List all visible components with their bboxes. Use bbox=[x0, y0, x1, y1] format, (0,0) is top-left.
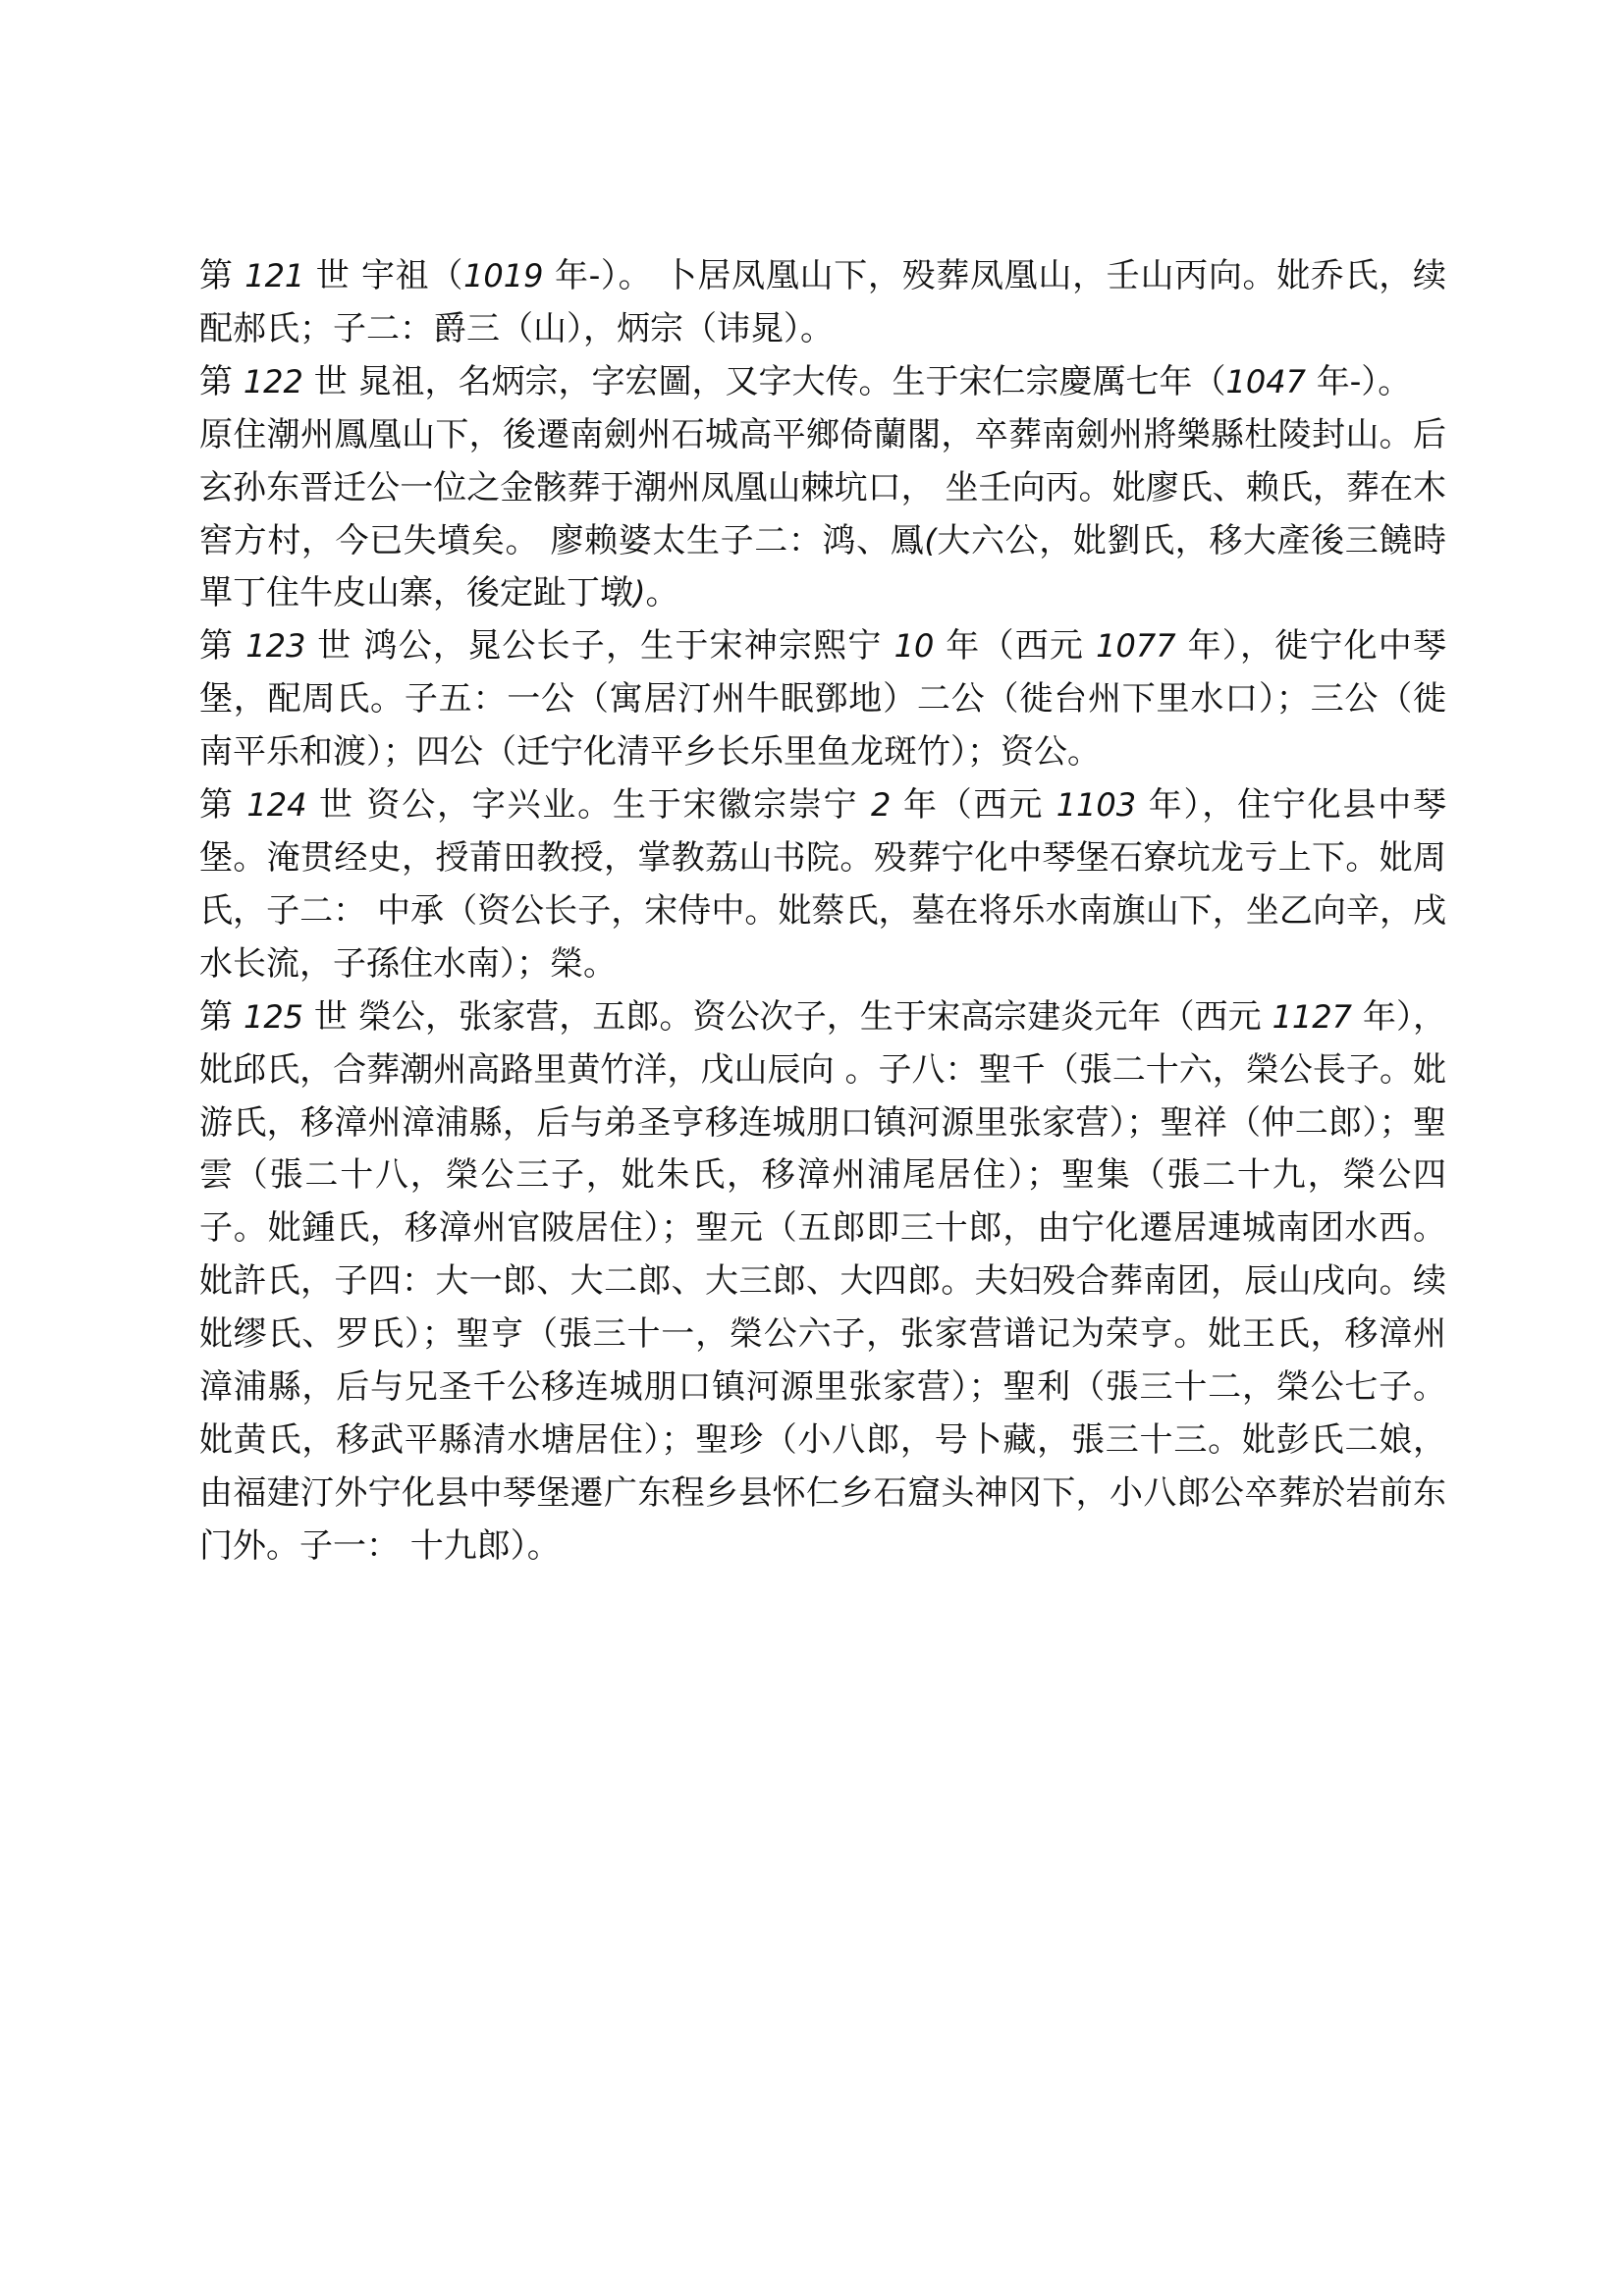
numeral-run: 1077 bbox=[1096, 627, 1176, 666]
numeral-run: 121 bbox=[244, 257, 305, 294]
text-run: 年），妣邱氏，合葬潮州高路里黄竹洋，戊山辰向 。子八：聖千（張二十六，榮公長子。妣游氏，移漳州漳浦縣，后与弟圣亨移连城朋口镇河源里张家营）；聖祥（仲二郎）；聖雲（張二十八，榮公三子，妣朱氏，移漳州浦尾居住）；聖集（張二十九，榮公四子。妣鍾氏，移漳州官陂居住）；聖元（五郎即三十郎，由宁化遷居連城南团水西。妣許氏，子四：大一郎、大二郎、大三郎、大四郎。夫妇殁合葬南团，辰山戌向。续妣缪氏、罗氏）；聖亨（張三十一，榮公六子，张家营谱记为荣亨。妣王氏，移漳州漳浦縣，后与兄圣千公移连城朋口镇河源里张家营）；聖利（張三十二，榮公七子。妣黄氏，移武平縣清水塘居住）；聖珍（小八郎，号卜藏，張三十三。妣彭氏二娘，由福建汀外宁化县中琴堡遷广东程乡县怀仁乡石窟头神冈下，小八郎公卒葬於岩前东门外。子一： 十九郎）。 bbox=[199, 996, 1447, 1566]
text-run: 年（西元 bbox=[934, 626, 1097, 667]
numeral-run: 122 bbox=[243, 362, 303, 400]
text-run: 第 bbox=[199, 256, 245, 295]
text-run: 世 宇祖（ bbox=[304, 256, 464, 295]
text-run: 大六公，妣劉氏，移大產後三饒時單丁住牛皮山寨，後定趾丁墩 bbox=[199, 520, 1446, 614]
text-run: 世 晁祖，名炳宗，字宏圖，又字大传。生于宋仁宗慶厲七年（ bbox=[302, 361, 1226, 401]
numeral-run: 1047 bbox=[1225, 362, 1306, 400]
numeral-run: ( bbox=[924, 521, 937, 560]
genealogy-text bbox=[199, 250, 1446, 1574]
paragraph-generation-122-continued bbox=[199, 409, 1446, 621]
text-run: 世 鸿公，晁公长子，生于宋神宗熙宁 bbox=[305, 626, 894, 667]
numeral-run: 1103 bbox=[1056, 786, 1137, 825]
text-run: 。 bbox=[645, 573, 679, 614]
numeral-run: 123 bbox=[245, 627, 306, 666]
text-run: 第 bbox=[199, 361, 244, 401]
text-run: 第 bbox=[199, 996, 244, 1037]
text-run: 第 bbox=[199, 626, 246, 667]
text-run: 世 榮公，张家营，五郎。资公次子，生于宋高宗建炎元年（西元 bbox=[303, 996, 1272, 1037]
text-run: 年），徙宁化中琴堡，配周氏。子五：一公（寓居汀州牛眠鄧地）二公（徙台州下里水口）；三公（徙南平乐和渡）；四公（迁宁化清平乡长乐里鱼龙斑竹）；资公。 bbox=[199, 626, 1447, 773]
text-run: 世 资公，字兴业。生于宋徽宗崇宁 bbox=[306, 785, 872, 826]
numeral-run: 1127 bbox=[1272, 997, 1352, 1036]
paragraph-generation-123 bbox=[199, 620, 1446, 779]
numeral-run: 1019 bbox=[463, 257, 544, 294]
paragraph-generation-124 bbox=[199, 779, 1446, 991]
numeral-run: 10 bbox=[893, 627, 935, 666]
text-run: 年-）。 卜居凤凰山下，殁葬凤凰山，壬山丙向。妣乔氏，续配郝氏；子二：爵三（山），炳宗（讳晁）。 bbox=[199, 256, 1446, 348]
text-run: 年-）。 bbox=[1305, 361, 1412, 401]
text-run: 原住潮州鳳凰山下，後遷南劍州石城高平鄉倚蘭閣，卒葬南劍州將樂縣杜陵封山。后玄孙东晋迁公一位之金骸葬于潮州凤凰山棘坑口， 坐壬向丙。妣廖氏、赖氏，葬在木窖方村，今已失墳矣。 廖赖婆太生子二：鸿、鳳 bbox=[199, 414, 1446, 561]
paragraph-generation-125 bbox=[199, 991, 1446, 1574]
numeral-run: 2 bbox=[871, 786, 892, 825]
numeral-run: 125 bbox=[243, 997, 304, 1036]
numeral-run: 124 bbox=[246, 786, 307, 825]
text-run: 年），住宁化县中琴堡。淹贯经史，授莆田教授，掌教荔山书院。殁葬宁化中琴堡石寮坑龙亏上下。妣周氏，子二： 中承（资公长子，宋侍中。妣蔡氏，墓在将乐水南旗山下，坐乙向辛，戌水长流，子孫住水南）；榮。 bbox=[199, 785, 1447, 984]
text-run: 年（西元 bbox=[891, 785, 1056, 826]
paragraph-generation-122 bbox=[199, 356, 1446, 409]
text-run: 第 bbox=[199, 785, 247, 826]
paragraph-generation-121 bbox=[199, 250, 1446, 356]
numeral-run: ) bbox=[633, 574, 646, 613]
